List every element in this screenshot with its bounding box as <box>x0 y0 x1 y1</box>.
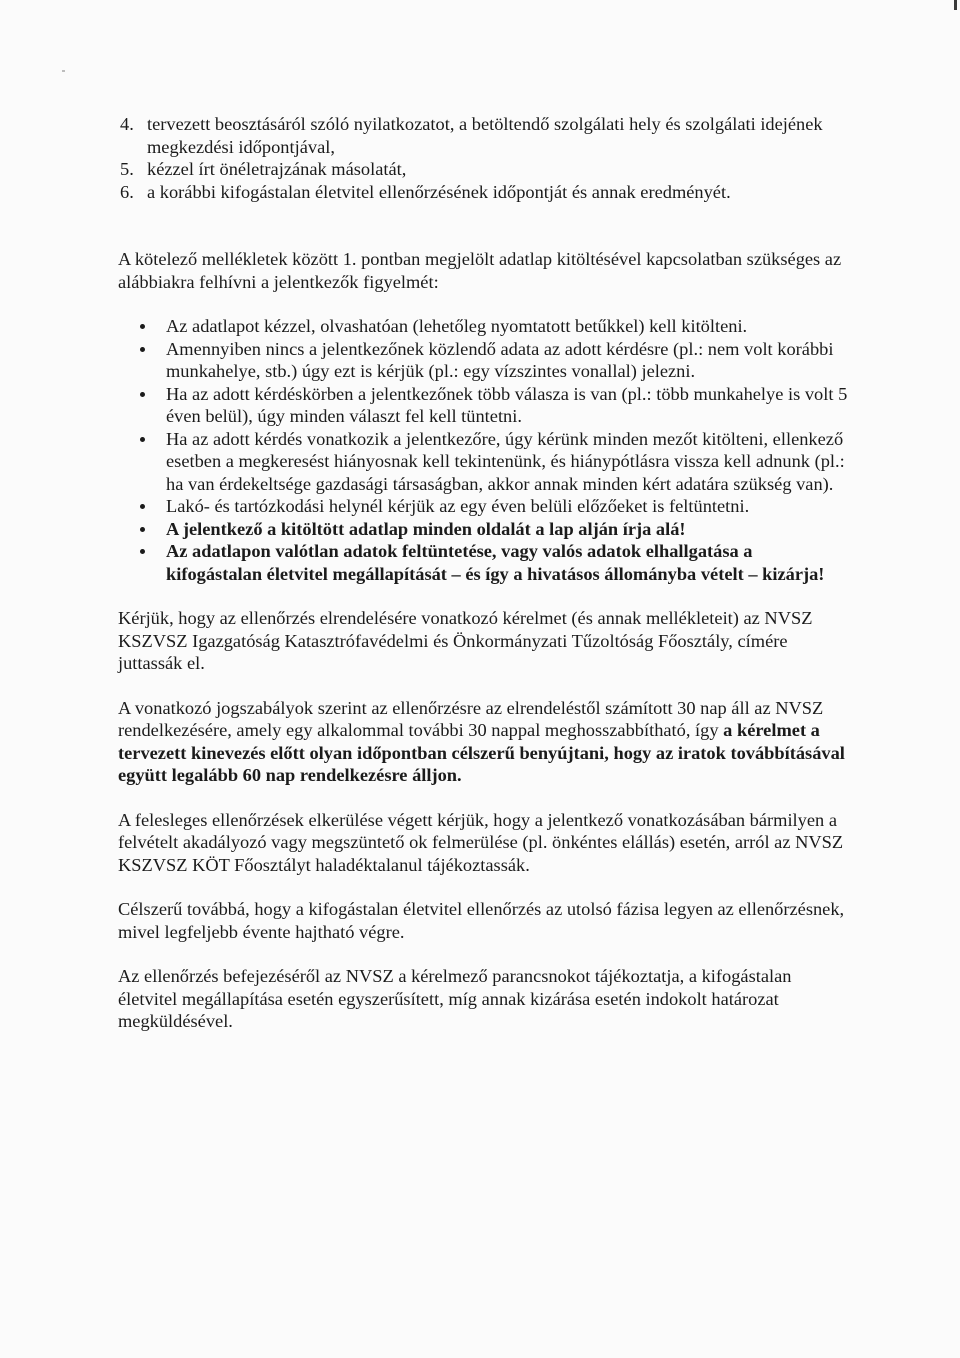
numbered-item <box>118 181 848 204</box>
item-number: 6. <box>120 181 134 202</box>
document-body <box>118 113 848 1033</box>
numbered-list <box>118 113 848 203</box>
bullet-item <box>118 338 848 383</box>
bullet-dot <box>140 324 145 329</box>
paragraph-deadline <box>118 697 848 787</box>
bullet-dot <box>140 347 145 352</box>
bullet-dot <box>140 437 145 442</box>
item-text: tervezett beosztásáról szóló nyilatkozatot, a betöltendő szolgálati hely és szolgálati idejének megkezdési időpontjával, <box>147 114 823 157</box>
bullet-item-bold <box>118 540 848 585</box>
scan-edge-mark <box>954 0 957 10</box>
bullet-text: Ha az adott kérdéskörben a jelentkezőnek több válasza is van (pl.: több munkahelye is volt 5 éven belül), úgy minden választ fel kell tüntetni. <box>166 383 848 426</box>
bullet-text: Ha az adott kérdés vonatkozik a jelentkezőre, úgy kérünk minden mezőt kitölteni, ellenkező esetben a megkeresést hiányosnak kell tekintenünk, és hiánypótlásra vissza kell adnunk (pl.: ha van érdekeltsége gazdasági társaságban, akkor annak minden kért adatára szükség van). <box>166 428 845 494</box>
paragraph-submission: Kérjük, hogy az ellenőrzés elrendelésére vonatkozó kérelmet (és annak mellékleteit) az NVSZ KSZVSZ Igazgatóság Katasztrófavédelmi és Önkormányzati Tűzoltóság Főosztály, címére juttassák el. <box>118 608 813 673</box>
paragraph-notification: A felesleges ellenőrzések elkerülése végett kérjük, hogy a jelentkező vonatkozásában bármilyen a felvételt akadályozó vagy megszüntető ok felmerülése (pl. önkéntes elállás) esetén, arról az NVSZ KSZVSZ KÖT Főosztályt haladéktalanul tájékoztassák. <box>118 809 844 875</box>
item-text: kézzel írt önéletrajzának másolatát, <box>147 159 407 179</box>
scan-speck <box>62 70 65 72</box>
bullet-dot <box>140 527 145 532</box>
bullet-text: Lakó- és tartózkodási helynél kérjük az egy éven belüli előzőeket is feltüntetni. <box>166 496 750 516</box>
numbered-item <box>118 158 848 181</box>
bullet-text: Az adatlapon valótlan adatok feltüntetése, vagy valós adatok elhallgatása a kifogástalan életvitel megállapítását – és így a hivatásos állományba vételt – kizárja! <box>166 541 825 584</box>
paragraph-conclusion: Az ellenőrzés befejezéséről az NVSZ a kérelmező parancsnokot tájékoztatja, a kifogástalan életvitel megállapítása esetén egyszerűsített, míg annak kizárása esetén indokolt határozat megküldésével. <box>118 966 792 1031</box>
item-number: 5. <box>120 159 134 179</box>
bullet-list <box>118 315 848 585</box>
bullet-item <box>118 495 848 518</box>
paragraph-deadline-text: A vonatkozó jogszabályok szerint az ellenőrzésre az elrendeléstől számított 30 nap áll az NVSZ rendelkezésére, amely egy alkalommal további 30 nappal meghosszabbítható, így <box>118 697 824 740</box>
intro-paragraph: A kötelező mellékletek között 1. pontban megjelölt adatlap kitöltésével kapcsolatban szükséges az alábbiakra felhívni a jelentkezők figyelmét: <box>118 249 842 292</box>
bullet-text: Az adatlapot kézzel, olvashatóan (lehetőleg nyomtatott betűkkel) kell kitölteni. <box>166 316 748 336</box>
bullet-text: A jelentkező a kitöltött adatlap minden oldalát a lap alján írja alá! <box>166 518 686 539</box>
bullet-item <box>118 428 848 496</box>
paragraph-last-phase: Célszerű továbbá, hogy a kifogástalan életvitel ellenőrzés az utolsó fázisa legyen az ellenőrzésnek, mivel legfeljebb évente hajtható végre. <box>118 899 845 942</box>
bullet-item <box>118 315 848 338</box>
item-number: 4. <box>120 114 134 134</box>
paragraph-deadline-emphasis: a kérelmet a tervezett kinevezés előtt olyan időpontban célszerű benyújtani, hogy az iratok továbbításával együtt legalább 60 nap rendelkezésre álljon. <box>118 720 845 785</box>
bullet-item-bold <box>118 518 848 541</box>
bullet-item <box>118 383 848 428</box>
numbered-item <box>118 113 848 158</box>
bullet-dot <box>140 504 145 509</box>
bullet-text: Amennyiben nincs a jelentkezőnek közlendő adata az adott kérdésre (pl.: nem volt korábbi munkahelye, stb.) úgy ezt is kérjük (pl.: egy vízszintes vonallal) jelezni. <box>166 338 834 381</box>
bullet-dot <box>140 549 145 554</box>
bullet-dot <box>140 392 145 397</box>
item-text: a korábbi kifogástalan életvitel ellenőrzésének időpontját és annak eredményét. <box>147 181 731 202</box>
